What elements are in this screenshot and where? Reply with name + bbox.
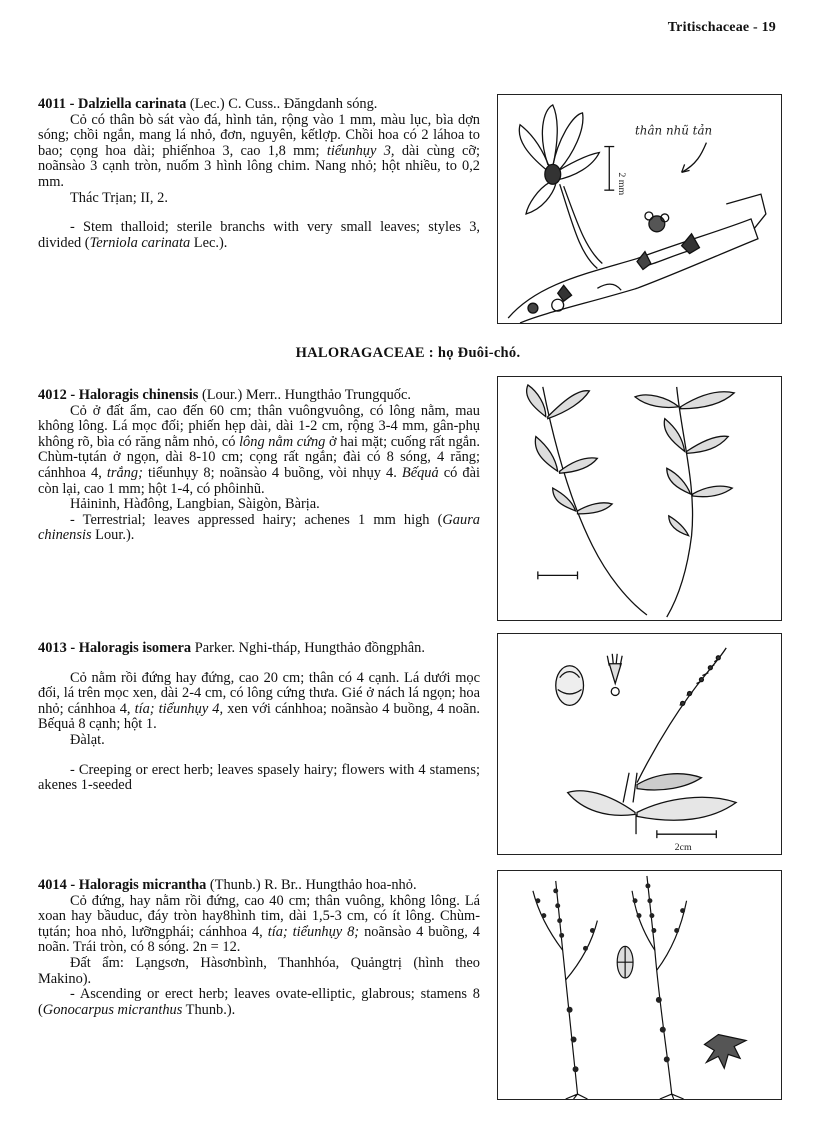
- figure-haloragis-isomera: [497, 633, 782, 855]
- figure-haloragis-chinensis: [497, 376, 782, 621]
- illustration-narrow-leaf-herb: [498, 377, 781, 620]
- small-leaf-marks: [535, 883, 685, 1072]
- entry-number: 4014 -: [38, 877, 76, 893]
- scientific-name: Haloragis chinensis: [78, 387, 199, 403]
- english-summary: - Ascending or erect herb; leaves ovate-elliptic, glabrous; stamens 8 (Gonocarpus micranthus Thunb.).: [38, 986, 480, 1018]
- scientific-name: Haloragis isomera: [78, 640, 192, 656]
- figure-haloragis-micrantha: [497, 870, 782, 1100]
- entry-4012: [38, 388, 480, 544]
- figure-scale-label: 2 mm: [616, 172, 628, 196]
- entry-title: [38, 388, 480, 404]
- section-heading: HALORAGACEAE : họ Đuôi-chó.: [295, 345, 521, 361]
- english-summary: - Stem thalloid; sterile branchs with very small leaves; styles 3, divided (Terniola carinata Lec.).: [38, 219, 480, 251]
- scientific-name: Dalziella carinata: [78, 96, 187, 112]
- distribution: Thác Trịan; II, 2.: [70, 189, 168, 206]
- entry-title: [38, 641, 480, 657]
- authority: (Lour.) Merr.. Hungthảo Trungquốc.: [201, 387, 411, 403]
- description: Cỏ đứng, hay nằm rồi đứng, cao 40 cm; thân vuông, không lông. Lá xoan hay bầuduc, đáy tròn hay8hình tim, dài 1,5-3 cm, có ít lông. Chùm-tụtán; hoa nhỏ, lưỡngphái; cánhhoa 4, tía; tiểunhụy 8; noãnsào 4 buồng, 4 noãn. Trái tròn, có 8 sóng. 2n = 12.: [38, 892, 480, 956]
- entry-4014: [38, 878, 480, 1018]
- figure-handwritten-note: thân nhũ tản: [635, 123, 713, 138]
- authority: (Thunb.) R. Br.. Hungthảo hoa-nhỏ.: [209, 877, 417, 893]
- description: Cỏ nằm rồi đứng hay đứng, cao 20 cm; thân có 4 cạnh. Lá dưới mọc đối, lá trên mọc xen, dài 2-4 cm, có lông cứng thưa. Gié ở nách lá ngọn; hoa nhỏ; cánhhoa 4, tía; tiểunhụy 4, xen với cánhhoa; noãnsào 4 buồng, 4 noãn. Bếquả 8 cạnh; hột 1.: [38, 669, 480, 733]
- entry-number: 4011 -: [38, 96, 75, 112]
- description: Cỏ ở đất ẩm, cao đến 60 cm; thân vuôngvuông, có lông nằm, mau không lông. Lá mọc đối; phiến hẹp dài, dài 1-2 cm, rộng 3-4 mm, gân-phụ không rõ, bìa có răng nằm nhỏ, có lông nằm cứng ở hai mặt; cuống rất ngắn. Chùm-tụtán ở ngọn, dài 8-10 cm; cọng rất ngắn; đài có 8 sóng, 4 răng; cánhhoa 4, trắng; tiểunhụy 8; noãnsào 4 buồng, vòi nhụy 4. Bếquả có đài còn lại, cao 1 mm; hột 1-4, có phôinhũ.: [38, 402, 480, 497]
- entry-4011: [38, 97, 480, 251]
- illustration-spike-and-leaves: [498, 634, 781, 854]
- distribution: Đàlạt.: [70, 731, 105, 748]
- running-header: Tritischaceae - 19: [667, 20, 776, 35]
- illustration-erect-herb: [498, 871, 781, 1099]
- authority: (Lec.) C. Cuss.. Đăngdanh sóng.: [189, 96, 378, 112]
- entry-title: [38, 878, 480, 894]
- illustration-thalloid-plant: [498, 95, 781, 323]
- figure-scale-label: 2cm: [674, 842, 692, 854]
- distribution: Hảininh, Hàđông, Langbian, Sàigòn, Bàrịa.: [70, 496, 320, 513]
- description: Cỏ có thân bò sát vào đá, hình tản, rộng vào 1 mm, màu lục, bìa dợn sóng; chồi ngắn, mang lá nhỏ, đơn, nguyên, kếtlợp. Chồi hoa có 2 láhoa to bao; cọng hoa dài; phiếnhoa 3, cao 1,8 mm; tiểunhụy 3, dài cùng cỡ; noãnsào 3 cạnh tròn, nuốm 3 hình lông chim. Nang nhỏ; hột nhiều, to 0,2 mm.: [38, 111, 481, 190]
- english-summary: - Terrestrial; leaves appressed hairy; achenes 1 mm high (Gaura chinensis Lour.).: [38, 511, 480, 544]
- english-summary: - Creeping or erect herb; leaves spasely hairy; flowers with 4 stamens; akenes 1-seeded: [38, 761, 480, 794]
- authority: Parker. Nghi-tháp, Hungthảo đồngphân.: [194, 640, 425, 656]
- entry-4013: [38, 641, 480, 794]
- entry-number: 4012 -: [38, 387, 76, 403]
- distribution: Đất ẩm: Lạngsơn, Hàsơnbình, Thanhhóa, Quảngtrị (hình theo Makino).: [38, 954, 480, 987]
- entry-title: [38, 97, 480, 113]
- figure-dalziella-carinata: [497, 94, 782, 324]
- entry-number: 4013 -: [38, 640, 76, 656]
- scientific-name: Haloragis micrantha: [78, 877, 207, 893]
